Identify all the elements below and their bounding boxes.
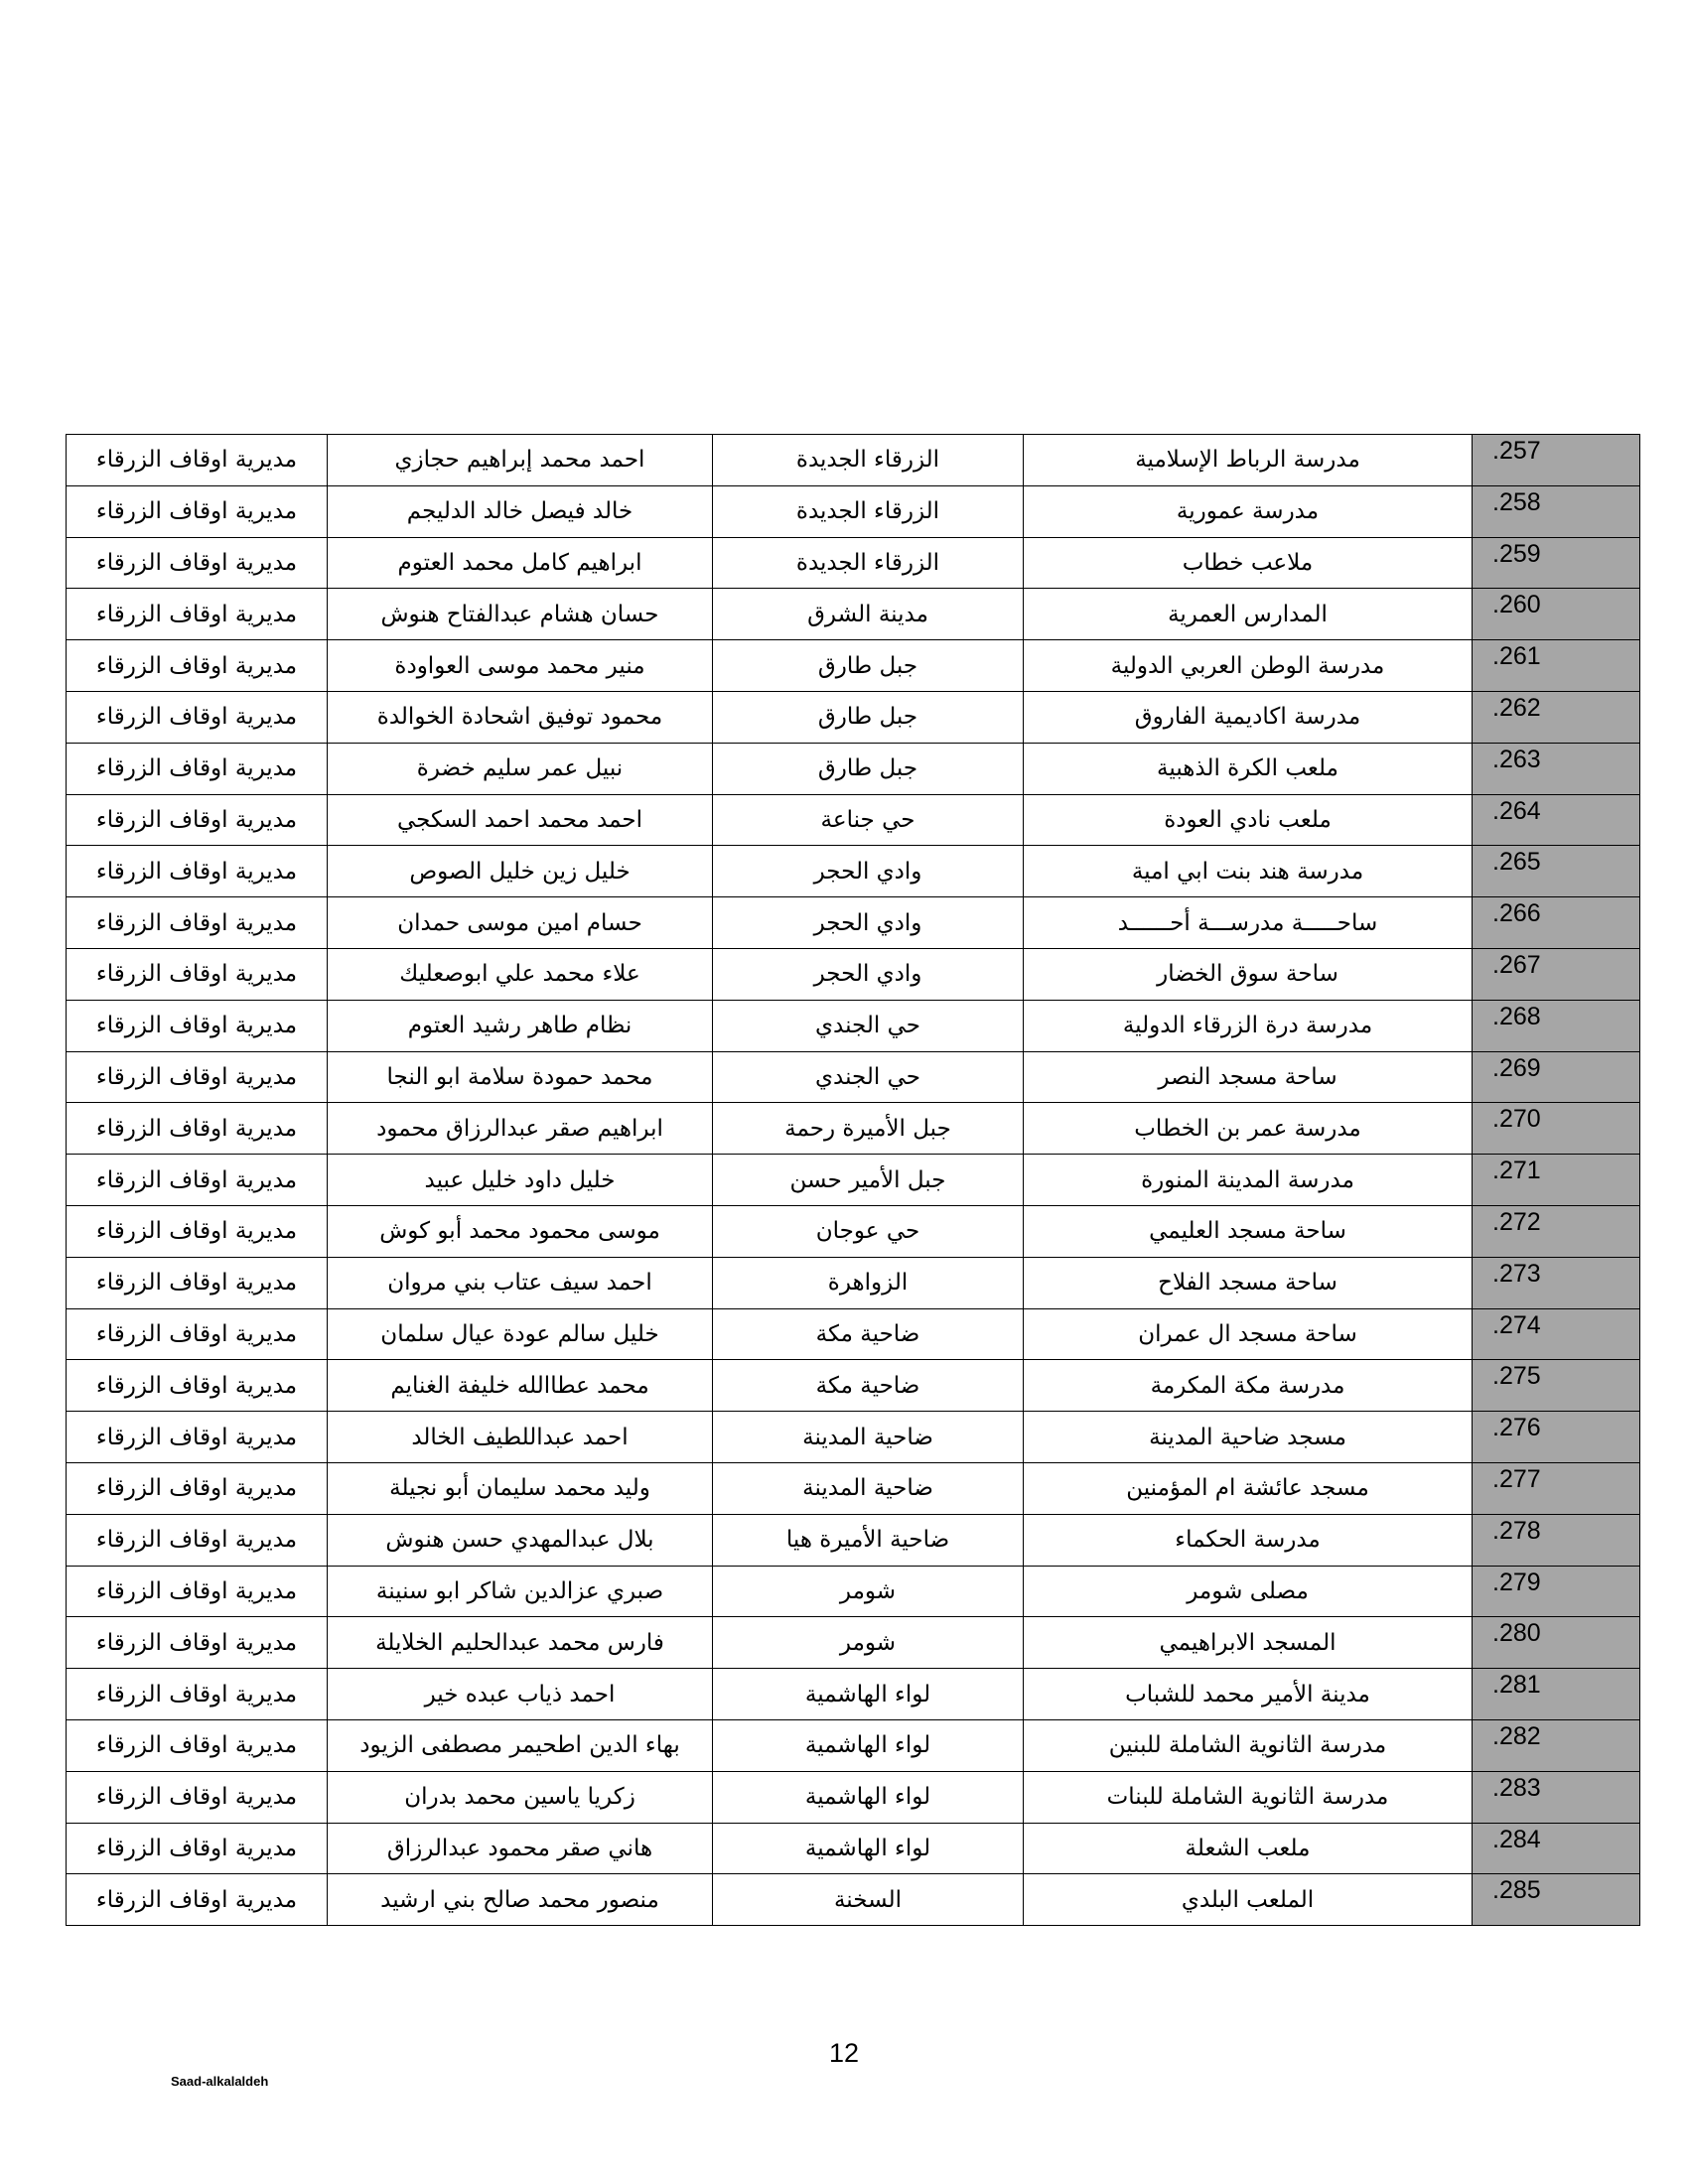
table-row — [67, 846, 1640, 897]
person-name-cell: صبري عزالدين شاكر ابو سنينة — [328, 1566, 713, 1617]
table-row — [67, 1719, 1640, 1771]
person-name-cell: ابراهيم صقر عبدالرزاق محمود — [328, 1103, 713, 1155]
row-number-cell: .269 — [1473, 1051, 1640, 1103]
row-number-cell: .265 — [1473, 846, 1640, 897]
site-cell: ملعب الكرة الذهبية — [1024, 743, 1473, 794]
table-row — [67, 1669, 1640, 1720]
row-number-cell: .270 — [1473, 1103, 1640, 1155]
area-cell: لواء الهاشمية — [713, 1823, 1024, 1874]
row-number-cell: .279 — [1473, 1566, 1640, 1617]
directorate-cell: مديرية اوقاف الزرقاء — [67, 1462, 328, 1514]
area-cell: جبل الأميرة رحمة — [713, 1103, 1024, 1155]
directorate-cell: مديرية اوقاف الزرقاء — [67, 948, 328, 1000]
area-cell: حي عوجان — [713, 1205, 1024, 1257]
site-cell: ساحة مسجد ال عمران — [1024, 1308, 1473, 1360]
page-number: 12 — [828, 2038, 860, 2068]
row-number-cell: .257 — [1473, 435, 1640, 486]
row-number-cell: .280 — [1473, 1617, 1640, 1669]
site-cell: ملاعب خطاب — [1024, 537, 1473, 589]
directorate-cell: مديرية اوقاف الزرقاء — [67, 1308, 328, 1360]
person-name-cell: هاني صقر محمود عبدالرزاق — [328, 1823, 713, 1874]
person-name-cell: خليل داود خليل عبيد — [328, 1155, 713, 1206]
person-name-cell: احمد محمد احمد السكجي — [328, 794, 713, 846]
person-name-cell: وليد محمد سليمان أبو نجيلة — [328, 1462, 713, 1514]
site-cell: مصلى شومر — [1024, 1566, 1473, 1617]
row-number-cell: .264 — [1473, 794, 1640, 846]
directorate-cell: مديرية اوقاف الزرقاء — [67, 1823, 328, 1874]
table-row — [67, 1462, 1640, 1514]
directorate-cell: مديرية اوقاف الزرقاء — [67, 435, 328, 486]
table-row — [67, 897, 1640, 949]
site-cell: مدرسة الوطن العربي الدولية — [1024, 640, 1473, 692]
directorate-cell: مديرية اوقاف الزرقاء — [67, 1514, 328, 1566]
person-name-cell: موسى محمود محمد أبو كوش — [328, 1205, 713, 1257]
site-cell: ساحـــــة مدرســـة أحــــــد — [1024, 897, 1473, 949]
table-row — [67, 1205, 1640, 1257]
table-row — [67, 1617, 1640, 1669]
area-cell: لواء الهاشمية — [713, 1669, 1024, 1720]
table-row — [67, 1771, 1640, 1823]
row-number-cell: .285 — [1473, 1874, 1640, 1926]
area-cell: ضاحية المدينة — [713, 1412, 1024, 1463]
table-row — [67, 1514, 1640, 1566]
person-name-cell: زكريا ياسين محمد بدران — [328, 1771, 713, 1823]
directorate-cell: مديرية اوقاف الزرقاء — [67, 485, 328, 537]
row-number-cell: .274 — [1473, 1308, 1640, 1360]
directorate-cell: مديرية اوقاف الزرقاء — [67, 1412, 328, 1463]
row-number-cell: .283 — [1473, 1771, 1640, 1823]
area-cell: مدينة الشرق — [713, 589, 1024, 640]
directorate-cell: مديرية اوقاف الزرقاء — [67, 1205, 328, 1257]
directorate-cell: مديرية اوقاف الزرقاء — [67, 1155, 328, 1206]
directorate-cell: مديرية اوقاف الزرقاء — [67, 1771, 328, 1823]
site-cell: ملعب الشعلة — [1024, 1823, 1473, 1874]
area-cell: ضاحية مكة — [713, 1308, 1024, 1360]
table-row — [67, 1155, 1640, 1206]
site-cell: مدرسة درة الزرقاء الدولية — [1024, 1000, 1473, 1051]
person-name-cell: منصور محمد صالح بني ارشيد — [328, 1874, 713, 1926]
person-name-cell: علاء محمد علي ابوصعليك — [328, 948, 713, 1000]
site-cell: الملعب البلدي — [1024, 1874, 1473, 1926]
row-number-cell: .271 — [1473, 1155, 1640, 1206]
area-cell: الزواهرة — [713, 1257, 1024, 1308]
person-name-cell: محمد حمودة سلامة ابو النجا — [328, 1051, 713, 1103]
area-cell: حي جناعة — [713, 794, 1024, 846]
site-cell: مدرسة المدينة المنورة — [1024, 1155, 1473, 1206]
table-row — [67, 691, 1640, 743]
row-number-cell: .263 — [1473, 743, 1640, 794]
table-row — [67, 1360, 1640, 1412]
site-cell: مدرسة الثانوية الشاملة للبنين — [1024, 1719, 1473, 1771]
area-cell: وادي الحجر — [713, 897, 1024, 949]
table-row — [67, 794, 1640, 846]
directorate-cell: مديرية اوقاف الزرقاء — [67, 1103, 328, 1155]
area-cell: الزرقاء الجديدة — [713, 485, 1024, 537]
area-cell: جبل طارق — [713, 691, 1024, 743]
records-table — [66, 434, 1640, 1926]
table-row — [67, 640, 1640, 692]
person-name-cell: حسام امين موسى حمدان — [328, 897, 713, 949]
person-name-cell: خليل زين خليل الصوص — [328, 846, 713, 897]
site-cell: مدرسة عمورية — [1024, 485, 1473, 537]
directorate-cell: مديرية اوقاف الزرقاء — [67, 1257, 328, 1308]
site-cell: مدرسة الحكماء — [1024, 1514, 1473, 1566]
directorate-cell: مديرية اوقاف الزرقاء — [67, 1669, 328, 1720]
site-cell: مدرسة اكاديمية الفاروق — [1024, 691, 1473, 743]
row-number-cell: .273 — [1473, 1257, 1640, 1308]
person-name-cell: منير محمد موسى العواودة — [328, 640, 713, 692]
row-number-cell: .258 — [1473, 485, 1640, 537]
site-cell: ساحة مسجد العليمي — [1024, 1205, 1473, 1257]
area-cell: جبل طارق — [713, 640, 1024, 692]
area-cell: السخنة — [713, 1874, 1024, 1926]
row-number-cell: .276 — [1473, 1412, 1640, 1463]
table-row — [67, 1257, 1640, 1308]
table-row — [67, 1000, 1640, 1051]
table-row — [67, 1308, 1640, 1360]
person-name-cell: خليل سالم عودة عيال سلمان — [328, 1308, 713, 1360]
row-number-cell: .261 — [1473, 640, 1640, 692]
person-name-cell: نظام طاهر رشيد العتوم — [328, 1000, 713, 1051]
row-number-cell: .275 — [1473, 1360, 1640, 1412]
row-number-cell: .259 — [1473, 537, 1640, 589]
directorate-cell: مديرية اوقاف الزرقاء — [67, 640, 328, 692]
row-number-cell: .272 — [1473, 1205, 1640, 1257]
area-cell: لواء الهاشمية — [713, 1771, 1024, 1823]
site-cell: المسجد الابراهيمي — [1024, 1617, 1473, 1669]
area-cell: ضاحية المدينة — [713, 1462, 1024, 1514]
table-row — [67, 435, 1640, 486]
directorate-cell: مديرية اوقاف الزرقاء — [67, 743, 328, 794]
person-name-cell: محمود توفيق اشحادة الخوالدة — [328, 691, 713, 743]
table-row — [67, 485, 1640, 537]
site-cell: مدرسة عمر بن الخطاب — [1024, 1103, 1473, 1155]
site-cell: ساحة مسجد الفلاح — [1024, 1257, 1473, 1308]
person-name-cell: فارس محمد عبدالحليم الخلايلة — [328, 1617, 713, 1669]
site-cell: مدرسة الرباط الإسلامية — [1024, 435, 1473, 486]
person-name-cell: حسان هشام عبدالفتاح هنوش — [328, 589, 713, 640]
person-name-cell: احمد سيف عتاب بني مروان — [328, 1257, 713, 1308]
person-name-cell: نبيل عمر سليم خضرة — [328, 743, 713, 794]
table-row — [67, 1103, 1640, 1155]
directorate-cell: مديرية اوقاف الزرقاء — [67, 794, 328, 846]
row-number-cell: .282 — [1473, 1719, 1640, 1771]
table-row — [67, 537, 1640, 589]
person-name-cell: احمد ذياب عبده خير — [328, 1669, 713, 1720]
site-cell: مسجد ضاحية المدينة — [1024, 1412, 1473, 1463]
directorate-cell: مديرية اوقاف الزرقاء — [67, 1719, 328, 1771]
area-cell: شومر — [713, 1566, 1024, 1617]
directorate-cell: مديرية اوقاف الزرقاء — [67, 691, 328, 743]
directorate-cell: مديرية اوقاف الزرقاء — [67, 537, 328, 589]
directorate-cell: مديرية اوقاف الزرقاء — [67, 1566, 328, 1617]
row-number-cell: .267 — [1473, 948, 1640, 1000]
site-cell: ساحة سوق الخضار — [1024, 948, 1473, 1000]
area-cell: ضاحية مكة — [713, 1360, 1024, 1412]
person-name-cell: محمد عطاالله خليفة الغنايم — [328, 1360, 713, 1412]
table-row — [67, 1874, 1640, 1926]
person-name-cell: بهاء الدين اطحيمر مصطفى الزيود — [328, 1719, 713, 1771]
site-cell: مدرسة الثانوية الشاملة للبنات — [1024, 1771, 1473, 1823]
directorate-cell: مديرية اوقاف الزرقاء — [67, 897, 328, 949]
row-number-cell: .277 — [1473, 1462, 1640, 1514]
directorate-cell: مديرية اوقاف الزرقاء — [67, 846, 328, 897]
row-number-cell: .268 — [1473, 1000, 1640, 1051]
person-name-cell: خالد فيصل خالد الدليجم — [328, 485, 713, 537]
area-cell: لواء الهاشمية — [713, 1719, 1024, 1771]
row-number-cell: .281 — [1473, 1669, 1640, 1720]
row-number-cell: .278 — [1473, 1514, 1640, 1566]
directorate-cell: مديرية اوقاف الزرقاء — [67, 1000, 328, 1051]
area-cell: وادي الحجر — [713, 846, 1024, 897]
table-body — [67, 435, 1640, 1926]
site-cell: المدارس العمرية — [1024, 589, 1473, 640]
row-number-cell: .266 — [1473, 897, 1640, 949]
table-row — [67, 1823, 1640, 1874]
site-cell: مدينة الأمير محمد للشباب — [1024, 1669, 1473, 1720]
author-credit: Saad-alkalaldeh — [171, 2074, 269, 2089]
person-name-cell: احمد محمد إبراهيم حجازي — [328, 435, 713, 486]
table-row — [67, 589, 1640, 640]
row-number-cell: .284 — [1473, 1823, 1640, 1874]
directorate-cell: مديرية اوقاف الزرقاء — [67, 1874, 328, 1926]
area-cell: ضاحية الأميرة هيا — [713, 1514, 1024, 1566]
site-cell: ملعب نادي العودة — [1024, 794, 1473, 846]
site-cell: مدرسة هند بنت ابي امية — [1024, 846, 1473, 897]
table-row — [67, 1051, 1640, 1103]
area-cell: الزرقاء الجديدة — [713, 435, 1024, 486]
table-row — [67, 1412, 1640, 1463]
table-row — [67, 1566, 1640, 1617]
person-name-cell: احمد عبداللطيف الخالد — [328, 1412, 713, 1463]
row-number-cell: .262 — [1473, 691, 1640, 743]
directorate-cell: مديرية اوقاف الزرقاء — [67, 1617, 328, 1669]
area-cell: حي الجندي — [713, 1000, 1024, 1051]
person-name-cell: ابراهيم كامل محمد العتوم — [328, 537, 713, 589]
directorate-cell: مديرية اوقاف الزرقاء — [67, 1051, 328, 1103]
site-cell: ساحة مسجد النصر — [1024, 1051, 1473, 1103]
directorate-cell: مديرية اوقاف الزرقاء — [67, 589, 328, 640]
person-name-cell: بلال عبدالمهدي حسن هنوش — [328, 1514, 713, 1566]
directorate-cell: مديرية اوقاف الزرقاء — [67, 1360, 328, 1412]
site-cell: مسجد عائشة ام المؤمنين — [1024, 1462, 1473, 1514]
area-cell: الزرقاء الجديدة — [713, 537, 1024, 589]
area-cell: شومر — [713, 1617, 1024, 1669]
area-cell: جبل الأمير حسن — [713, 1155, 1024, 1206]
area-cell: وادي الحجر — [713, 948, 1024, 1000]
area-cell: حي الجندي — [713, 1051, 1024, 1103]
table-row — [67, 948, 1640, 1000]
site-cell: مدرسة مكة المكرمة — [1024, 1360, 1473, 1412]
area-cell: جبل طارق — [713, 743, 1024, 794]
row-number-cell: .260 — [1473, 589, 1640, 640]
table-row — [67, 743, 1640, 794]
